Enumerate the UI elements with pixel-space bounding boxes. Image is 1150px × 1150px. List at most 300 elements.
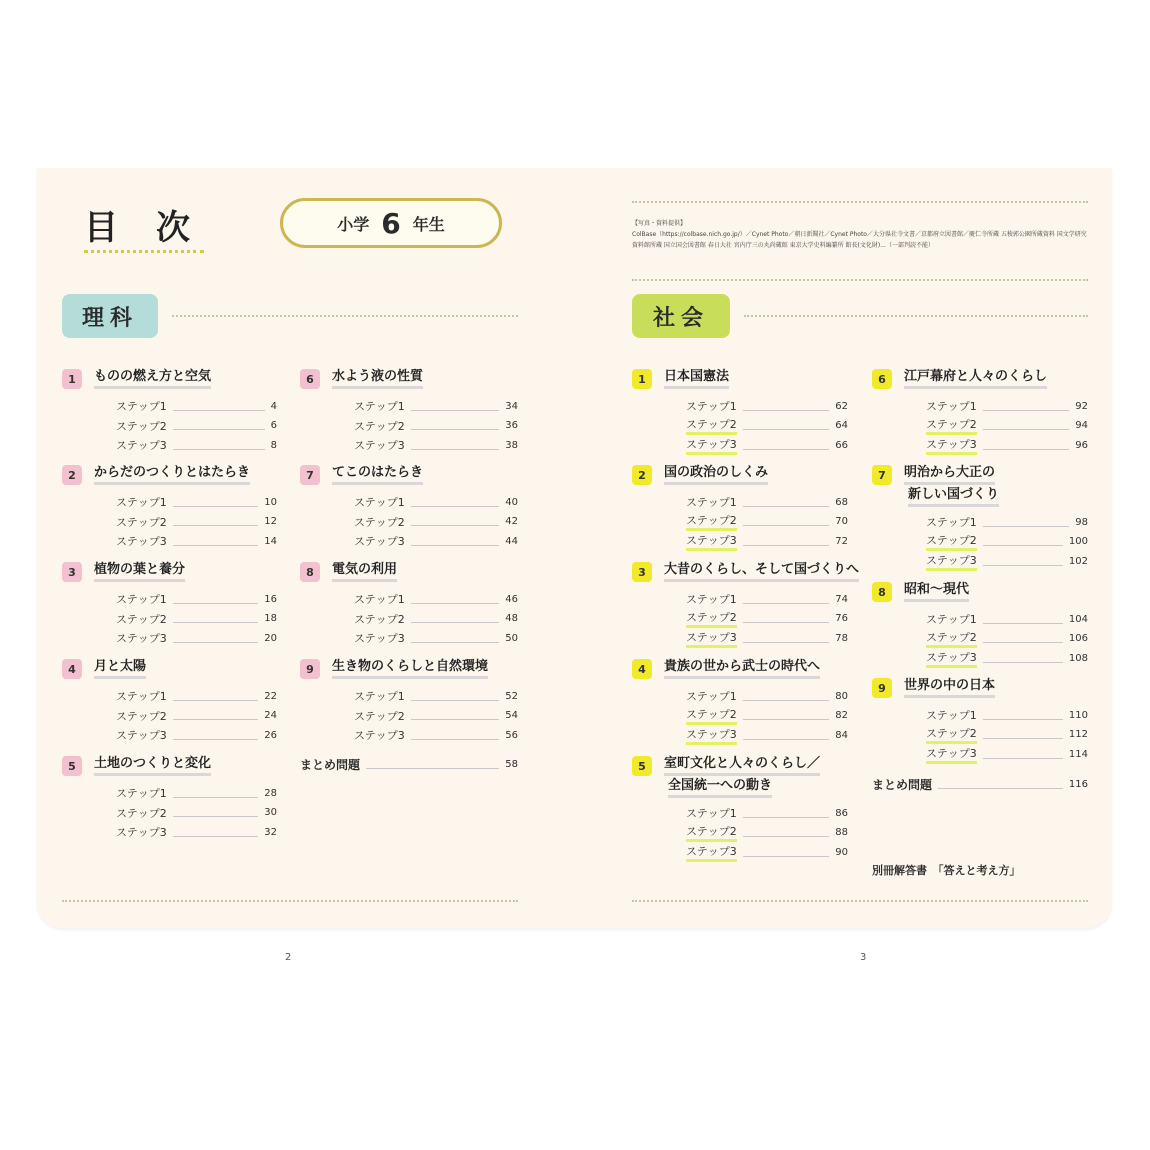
social-unit-1[interactable] xyxy=(632,368,729,390)
step-label: ステップ2 xyxy=(686,609,737,628)
step-page: 86 xyxy=(835,807,848,819)
step-entry[interactable] xyxy=(926,746,1088,762)
science-unit-3[interactable] xyxy=(62,561,185,583)
step-entry[interactable] xyxy=(116,805,277,821)
step-label: ステップ1 xyxy=(116,400,167,413)
step-entry[interactable] xyxy=(686,418,848,434)
step-entry[interactable] xyxy=(116,533,277,549)
leader-line xyxy=(411,595,499,604)
step-page: 8 xyxy=(270,439,277,451)
leader-line xyxy=(743,537,829,546)
unit-title: 日本国憲法 xyxy=(664,369,729,389)
step-label: ステップ2 xyxy=(354,709,405,723)
step-entry[interactable] xyxy=(686,437,848,453)
unit-title: 国の政治のしくみ xyxy=(664,465,768,485)
leader-line xyxy=(743,421,829,430)
social-tab: 社会 xyxy=(632,294,730,338)
leader-line xyxy=(983,402,1069,411)
step-label: ステップ1 xyxy=(116,787,167,800)
step-page: 78 xyxy=(835,632,848,644)
step-label: ステップ3 xyxy=(686,436,737,455)
step-label: ステップ1 xyxy=(116,690,167,703)
step-entry[interactable] xyxy=(686,708,848,724)
unit-title: 月と太陽 xyxy=(94,659,146,679)
step-page: 10 xyxy=(264,496,277,508)
step-entry[interactable] xyxy=(354,630,518,646)
step-label: ステップ2 xyxy=(354,612,405,626)
step-label: ステップ1 xyxy=(926,400,977,413)
step-page: 94 xyxy=(1075,420,1088,431)
leader-line xyxy=(173,711,258,720)
science-unit-1[interactable] xyxy=(62,368,211,390)
step-label: ステップ1 xyxy=(686,400,737,413)
step-label: ステップ2 xyxy=(354,419,405,433)
step-page: 50 xyxy=(505,632,518,644)
step-label: ステップ3 xyxy=(686,532,737,551)
step-page: 28 xyxy=(264,787,277,799)
leader-line xyxy=(743,692,829,701)
step-entry[interactable] xyxy=(926,398,1088,414)
step-entry[interactable] xyxy=(354,611,518,627)
unit-title: からだのつくりとはたらき xyxy=(94,465,250,485)
unit-number-badge: 4 xyxy=(632,659,652,679)
step-entry[interactable] xyxy=(926,418,1088,434)
step-label: ステップ1 xyxy=(926,709,977,722)
step-page: 36 xyxy=(505,420,518,431)
leader-line xyxy=(983,537,1063,546)
step-label: ステップ1 xyxy=(116,496,167,509)
unit-title: 電気の利用 xyxy=(332,562,397,582)
step-entry[interactable] xyxy=(354,533,518,549)
leader-line xyxy=(411,537,499,546)
step-page: 32 xyxy=(264,826,277,838)
step-label: ステップ2 xyxy=(354,515,405,529)
step-label: ステップ2 xyxy=(686,416,737,435)
step-page: 80 xyxy=(835,690,848,702)
step-label: ステップ1 xyxy=(354,593,405,606)
social-unit-7-title-line2 xyxy=(908,486,999,508)
step-label: ステップ1 xyxy=(686,690,737,703)
step-page: 30 xyxy=(264,807,277,818)
unit-number-badge: 1 xyxy=(62,369,82,389)
step-entry[interactable] xyxy=(116,708,277,724)
step-entry[interactable] xyxy=(926,650,1088,666)
leader-line xyxy=(411,634,499,643)
step-label: ステップ3 xyxy=(116,439,167,452)
step-page: 70 xyxy=(835,516,848,527)
leader-line xyxy=(411,614,499,623)
leader-line xyxy=(743,711,829,720)
step-label: ステップ2 xyxy=(686,512,737,531)
credits-label: 【写真・資料提供】 xyxy=(632,220,687,227)
leader-line xyxy=(743,595,829,604)
step-page: 46 xyxy=(505,593,518,605)
step-entry[interactable] xyxy=(686,844,848,860)
step-page: 34 xyxy=(505,400,518,412)
leader-line xyxy=(366,759,499,769)
social-unit-5-title-line2 xyxy=(668,777,772,799)
step-entry[interactable] xyxy=(116,514,277,530)
step-page: 48 xyxy=(505,613,518,624)
leader-line xyxy=(983,634,1063,643)
step-label: ステップ3 xyxy=(926,745,977,764)
step-page: 66 xyxy=(835,439,848,451)
unit-title: 生き物のくらしと自然環境 xyxy=(332,659,488,679)
step-page: 40 xyxy=(505,496,518,508)
step-page: 110 xyxy=(1068,709,1088,721)
leader-line xyxy=(938,779,1063,789)
step-page: 44 xyxy=(505,535,518,547)
leader-line xyxy=(983,441,1069,450)
leader-line xyxy=(173,498,258,507)
social-review-label: まとめ問題 xyxy=(872,777,933,792)
step-page: 14 xyxy=(264,535,277,547)
step-entry[interactable] xyxy=(686,533,848,549)
social-review-page: 116 xyxy=(1068,778,1088,790)
step-label: ステップ3 xyxy=(686,726,737,745)
leader-line xyxy=(173,731,258,740)
step-label: ステップ2 xyxy=(116,806,167,820)
step-entry[interactable] xyxy=(686,727,848,743)
social-unit-6[interactable] xyxy=(872,368,1047,390)
social-review[interactable] xyxy=(872,775,1088,793)
social-unit-3[interactable] xyxy=(632,561,859,583)
step-label: ステップ3 xyxy=(926,649,977,668)
step-label: ステップ2 xyxy=(686,706,737,725)
step-label: ステップ2 xyxy=(926,725,977,744)
step-entry[interactable] xyxy=(116,688,277,704)
step-label: ステップ1 xyxy=(354,690,405,703)
step-label: ステップ1 xyxy=(686,496,737,509)
unit-title: 世界の中の日本 xyxy=(904,678,995,698)
step-label: ステップ1 xyxy=(926,613,977,626)
step-page: 52 xyxy=(505,690,518,702)
step-label: ステップ2 xyxy=(686,823,737,842)
unit-number-badge: 8 xyxy=(872,582,892,602)
leader-line xyxy=(173,441,265,450)
step-entry[interactable] xyxy=(686,494,848,510)
leader-line xyxy=(743,848,829,857)
step-entry[interactable] xyxy=(686,805,848,821)
social-unit-2[interactable] xyxy=(632,464,768,486)
step-page: 76 xyxy=(835,613,848,624)
step-label: ステップ1 xyxy=(354,496,405,509)
leader-line xyxy=(411,441,499,450)
unit-number-badge: 3 xyxy=(62,562,82,582)
step-page: 22 xyxy=(264,690,277,702)
unit-title: ものの燃え方と空気 xyxy=(94,369,211,389)
step-entry[interactable] xyxy=(116,785,277,801)
unit-number-badge: 4 xyxy=(62,659,82,679)
step-page: 98 xyxy=(1075,516,1088,528)
unit-title: 大昔のくらし、そして国づくりへ xyxy=(664,562,859,582)
grade-suffix: 年生 xyxy=(412,214,445,234)
leader-line xyxy=(743,614,829,623)
step-entry[interactable] xyxy=(354,591,518,607)
grade-badge xyxy=(280,198,502,248)
social-unit-5[interactable] xyxy=(632,755,820,777)
leader-line xyxy=(743,731,829,740)
unit-number-badge: 6 xyxy=(300,369,320,389)
unit-title: 明治から大正の xyxy=(904,465,995,485)
step-label: ステップ3 xyxy=(116,535,167,548)
step-entry[interactable] xyxy=(354,514,518,530)
leader-line xyxy=(173,828,258,837)
step-page: 6 xyxy=(270,420,277,431)
science-divider xyxy=(172,315,518,317)
step-entry[interactable] xyxy=(686,825,848,841)
step-page: 24 xyxy=(264,710,277,721)
leader-line xyxy=(983,750,1063,759)
step-page: 112 xyxy=(1068,729,1088,740)
unit-number-badge: 8 xyxy=(300,562,320,582)
step-page: 106 xyxy=(1068,633,1088,644)
step-entry[interactable] xyxy=(686,514,848,530)
step-entry[interactable] xyxy=(686,630,848,646)
leader-line xyxy=(983,518,1069,527)
step-page: 72 xyxy=(835,535,848,547)
step-label: ステップ2 xyxy=(926,629,977,648)
step-page: 92 xyxy=(1075,400,1088,412)
step-entry[interactable] xyxy=(354,688,518,704)
step-entry[interactable] xyxy=(926,437,1088,453)
step-page: 84 xyxy=(835,729,848,741)
leader-line xyxy=(173,537,258,546)
step-page: 38 xyxy=(505,439,518,451)
step-page: 18 xyxy=(264,613,277,624)
step-page: 114 xyxy=(1068,748,1088,760)
step-label: ステップ3 xyxy=(926,552,977,571)
page-number-right: 3 xyxy=(860,952,867,963)
step-entry[interactable] xyxy=(116,630,277,646)
step-entry[interactable] xyxy=(116,494,277,510)
leader-line xyxy=(983,615,1063,624)
social-unit-4[interactable] xyxy=(632,658,820,680)
step-label: ステップ3 xyxy=(116,826,167,839)
science-tab: 理科 xyxy=(62,294,158,338)
leader-line xyxy=(173,789,258,798)
leader-line xyxy=(173,692,258,701)
step-entry[interactable] xyxy=(926,727,1088,743)
step-label: ステップ3 xyxy=(686,629,737,648)
leader-line xyxy=(743,402,829,411)
step-entry[interactable] xyxy=(686,611,848,627)
unit-title: てこのはたらき xyxy=(332,465,423,485)
step-page: 56 xyxy=(505,729,518,741)
social-unit-9[interactable] xyxy=(872,677,995,699)
unit-number-badge: 1 xyxy=(632,369,652,389)
step-page: 100 xyxy=(1068,536,1088,547)
step-entry[interactable] xyxy=(926,631,1088,647)
leader-line xyxy=(411,517,499,526)
leader-line xyxy=(983,421,1069,430)
unit-title: 室町文化と人々のくらし／ xyxy=(664,756,820,776)
leader-line xyxy=(983,654,1063,663)
step-entry[interactable] xyxy=(354,708,518,724)
step-page: 96 xyxy=(1075,439,1088,451)
unit-number-badge: 5 xyxy=(62,756,82,776)
step-entry[interactable] xyxy=(354,418,518,434)
grade-number: 6 xyxy=(381,206,401,240)
leader-line xyxy=(743,809,829,818)
unit-number-badge: 7 xyxy=(300,465,320,485)
unit-title: 貴族の世から武士の時代へ xyxy=(664,659,820,679)
science-review-page: 58 xyxy=(505,758,518,770)
right-bottom-divider xyxy=(632,900,1088,902)
step-entry[interactable] xyxy=(116,437,277,453)
step-page: 62 xyxy=(835,400,848,412)
leader-line xyxy=(173,517,258,526)
step-page: 26 xyxy=(264,729,277,741)
unit-number-badge: 9 xyxy=(300,659,320,679)
leader-line xyxy=(411,421,499,430)
step-label: ステップ1 xyxy=(116,593,167,606)
step-page: 102 xyxy=(1068,555,1088,567)
step-entry[interactable] xyxy=(926,553,1088,569)
step-entry[interactable] xyxy=(354,398,518,414)
page-number-left: 2 xyxy=(285,952,292,963)
title-underline xyxy=(84,250,204,253)
unit-title-line2: 全国統一への動き xyxy=(668,778,772,798)
step-page: 68 xyxy=(835,496,848,508)
answer-book-title: 別冊解答書 「答えと考え方」 xyxy=(872,864,1021,877)
step-page: 104 xyxy=(1068,613,1088,625)
step-entry[interactable] xyxy=(354,494,518,510)
step-entry[interactable] xyxy=(354,727,518,743)
step-label: ステップ3 xyxy=(354,729,405,742)
unit-title: 水よう液の性質 xyxy=(332,369,423,389)
science-unit-9[interactable] xyxy=(300,658,488,680)
step-page: 16 xyxy=(264,593,277,605)
step-label: ステップ1 xyxy=(686,807,737,820)
leader-line xyxy=(411,731,499,740)
step-label: ステップ1 xyxy=(686,593,737,606)
step-entry[interactable] xyxy=(686,398,848,414)
credits-text: ColBase（https://colbase.nich.go.jp/）／Cynet Photo／朝日新聞社／Cynet Photo／大分県社寺文書／京都府立図書館／慶仁寺所蔵 五稜郭公園所蔵資料 国文学研究資料館所蔵 国立国会図書館 春日大社 宮内庁三の丸尚蔵館 東京大学史料編纂所 館長(文化財)...（一部判読不能） xyxy=(632,231,1087,249)
unit-title: 江戸幕府と人々のくらし xyxy=(904,369,1047,389)
page-title: 目 次 xyxy=(84,208,192,248)
leader-line xyxy=(743,634,829,643)
step-label: ステップ1 xyxy=(926,516,977,529)
step-label: ステップ2 xyxy=(926,532,977,551)
step-label: ステップ3 xyxy=(354,439,405,452)
social-divider xyxy=(744,315,1088,317)
leader-line xyxy=(173,614,258,623)
step-entry[interactable] xyxy=(926,611,1088,627)
leader-line xyxy=(173,402,265,411)
unit-title: 土地のつくりと変化 xyxy=(94,756,211,776)
step-page: 4 xyxy=(270,400,277,412)
science-review-label: まとめ問題 xyxy=(300,757,361,772)
step-label: ステップ2 xyxy=(116,515,167,529)
step-page: 64 xyxy=(835,420,848,431)
step-label: ステップ3 xyxy=(116,632,167,645)
leader-line xyxy=(743,828,829,837)
unit-number-badge: 5 xyxy=(632,756,652,776)
unit-title-line2: 新しい国づくり xyxy=(908,487,999,507)
step-label: ステップ2 xyxy=(116,612,167,626)
step-page: 42 xyxy=(505,516,518,527)
leader-line xyxy=(983,711,1063,720)
step-entry[interactable] xyxy=(926,534,1088,550)
step-entry[interactable] xyxy=(116,824,277,840)
step-entry[interactable] xyxy=(116,418,277,434)
step-entry[interactable] xyxy=(926,514,1088,530)
step-label: ステップ3 xyxy=(926,436,977,455)
step-page: 20 xyxy=(264,632,277,644)
leader-line xyxy=(743,441,829,450)
step-page: 108 xyxy=(1068,652,1088,664)
credits-bottom-divider xyxy=(632,279,1088,281)
step-label: ステップ3 xyxy=(354,535,405,548)
leader-line xyxy=(411,692,499,701)
unit-title: 昭和〜現代 xyxy=(904,582,969,602)
step-entry[interactable] xyxy=(354,437,518,453)
step-entry[interactable] xyxy=(116,398,277,414)
science-unit-7[interactable] xyxy=(300,464,423,486)
leader-line xyxy=(743,517,829,526)
step-entry[interactable] xyxy=(116,591,277,607)
science-unit-2[interactable] xyxy=(62,464,250,486)
credits-top-divider xyxy=(632,201,1088,203)
step-entry[interactable] xyxy=(116,727,277,743)
grade-prefix: 小学 xyxy=(337,214,370,234)
step-page: 12 xyxy=(264,516,277,527)
science-unit-6[interactable] xyxy=(300,368,423,390)
leader-line xyxy=(173,421,265,430)
step-entry[interactable] xyxy=(686,688,848,704)
leader-line xyxy=(173,634,258,643)
social-unit-8[interactable] xyxy=(872,581,969,603)
left-bottom-divider xyxy=(62,900,518,902)
unit-number-badge: 3 xyxy=(632,562,652,582)
leader-line xyxy=(743,498,829,507)
step-page: 82 xyxy=(835,710,848,721)
step-entry[interactable] xyxy=(926,707,1088,723)
unit-number-badge: 2 xyxy=(632,465,652,485)
step-label: ステップ3 xyxy=(116,729,167,742)
leader-line xyxy=(173,808,258,817)
step-label: ステップ3 xyxy=(686,843,737,862)
step-page: 88 xyxy=(835,827,848,838)
unit-number-badge: 9 xyxy=(872,678,892,698)
unit-number-badge: 7 xyxy=(872,465,892,485)
step-label: ステップ2 xyxy=(116,709,167,723)
photo-credits xyxy=(632,218,1087,251)
step-label: ステップ1 xyxy=(354,400,405,413)
step-page: 74 xyxy=(835,593,848,605)
unit-title: 植物の葉と養分 xyxy=(94,562,185,582)
science-review[interactable] xyxy=(300,755,518,773)
leader-line xyxy=(983,557,1063,566)
step-label: ステップ3 xyxy=(354,632,405,645)
step-page: 90 xyxy=(835,846,848,858)
leader-line xyxy=(983,730,1063,739)
step-label: ステップ2 xyxy=(926,416,977,435)
science-unit-5[interactable] xyxy=(62,755,211,777)
unit-number-badge: 2 xyxy=(62,465,82,485)
science-unit-4[interactable] xyxy=(62,658,146,680)
leader-line xyxy=(173,595,258,604)
science-unit-8[interactable] xyxy=(300,561,397,583)
leader-line xyxy=(411,498,499,507)
social-unit-7[interactable] xyxy=(872,464,995,486)
step-entry[interactable] xyxy=(686,591,848,607)
step-page: 54 xyxy=(505,710,518,721)
unit-number-badge: 6 xyxy=(872,369,892,389)
step-label: ステップ2 xyxy=(116,419,167,433)
step-entry[interactable] xyxy=(116,611,277,627)
